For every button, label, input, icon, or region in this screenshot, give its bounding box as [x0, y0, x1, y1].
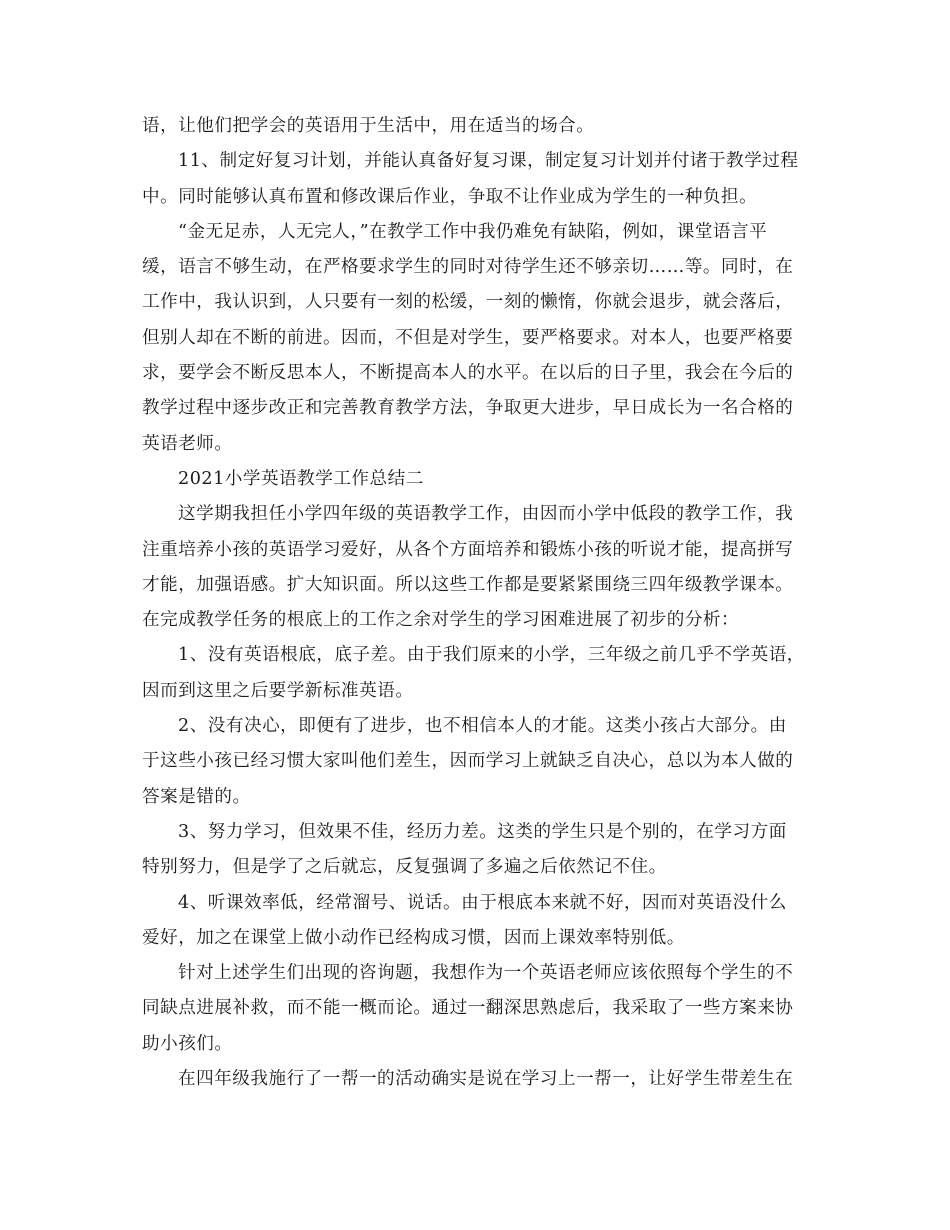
text-line: 同缺点进展补救，而不能一概而论。通过一翻深思熟虑后，我采取了一些方案来协 [142, 998, 794, 1019]
document-body [142, 109, 822, 1097]
text-line: 在四年级我施行了一帮一的活动确实是说在学习上一帮一，让好学生带差生在 [178, 1069, 794, 1090]
text-line: 助小孩们。 [142, 1033, 233, 1054]
text-line: 注重培养小孩的英语学习爱好，从各个方面培养和锻炼小孩的听说才能，提高拼写 [142, 539, 794, 560]
text-line: 3、努力学习，但效果不佳，经历力差。这类的学生只是个别的，在学习方面 [178, 821, 787, 842]
text-line: 2、没有决心，即便有了进步，也不相信本人的才能。这类小孩占大部分。由 [178, 716, 787, 737]
text-line: 针对上述学生们出现的咨询题，我想作为一个英语老师应该依照每个学生的不 [178, 963, 794, 984]
text-line: 因而到这里之后要学新标准英语。 [142, 680, 414, 701]
text-line: 答案是错的。 [142, 786, 251, 807]
text-line: 11、制定好复习计划，并能认真备好复习课，制定复习计划并付诸于教学过程 [178, 151, 799, 172]
text-line: 工作中，我认识到，人只要有一刻的松缓，一刻的懒惰，你就会退步，就会落后， [142, 292, 794, 313]
text-line: 缓，语言不够生动，在严格要求学生的同时对待学生还不够亲切……等。同时，在 [142, 257, 794, 278]
text-line: 英语老师。 [142, 433, 233, 454]
text-line: 于这些小孩已经习惯大家叫他们差生，因而学习上就缺乏自决心，总以为本人做的 [142, 751, 794, 772]
text-line: 求，要学会不断反思本人，不断提高本人的水平。在以后的日子里，我会在今后的 [142, 363, 794, 384]
text-line: 语，让他们把学会的英语用于生活中，用在适当的场合。 [142, 116, 595, 136]
text-line: 教学过程中逐步改正和完善教育教学方法，争取更大进步，早日成长为一名合格的 [142, 398, 794, 419]
text-line: 1、没有英语根底，底子差。由于我们原来的小学，三年级之前几乎不学英语， [178, 645, 805, 666]
text-line: 在完成教学任务的根底上的工作之余对学生的学习困难进展了初步的分析： [142, 610, 740, 631]
text-line: 这学期我担任小学四年级的英语教学工作，由因而小学中低段的教学工作，我 [178, 504, 794, 525]
text-line: 爱好，加之在课堂上做小动作已经构成习惯，因而上课效率特别低。 [142, 927, 685, 948]
text-line: 但别人却在不断的前进。因而，不但是对学生，要严格要求。对本人，也要严格要 [142, 327, 794, 348]
text-line: 才能，加强语感。扩大知识面。所以这些工作都是要紧紧围绕三四年级教学课本。 [142, 574, 794, 595]
section-heading: 2021小学英语教学工作总结二 [178, 468, 424, 489]
text-line: “金无足赤，人无完人，”在教学工作中我仍难免有缺陷，例如，课堂语言平 [178, 221, 768, 242]
text-line: 特别努力，但是学了之后就忘，反复强调了多遍之后依然记不住。 [142, 857, 667, 878]
text-line: 4、听课效率低，经常溜号、说话。由于根底本来就不好，因而对英语没什么 [178, 892, 787, 913]
text-line: 中。同时能够认真布置和修改课后作业，争取不让作业成为学生的一种负担。 [142, 186, 758, 207]
